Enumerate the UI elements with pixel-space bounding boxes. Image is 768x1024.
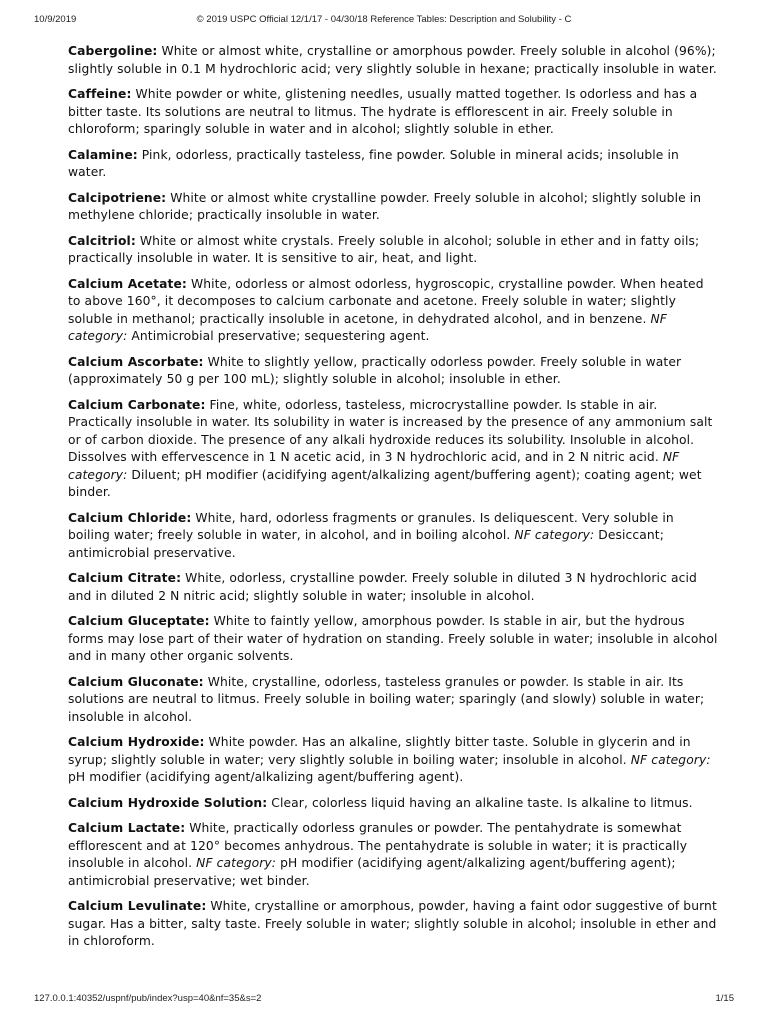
entry-term: Calcium Gluconate: [68,674,204,689]
entry [68,190,718,225]
document-title: © 2019 USPC Official 12/1/17 - 04/30/18 Reference Tables: Description and Solubility - C [196,14,572,25]
entry-term: Calamine: [68,147,138,162]
entry-term: Calcium Hydroxide Solution: [68,795,268,810]
nf-category-text: Antimicrobial preservative; sequestering agent. [131,329,430,343]
nf-category-text: pH modifier (acidifying agent/alkalizing agent/buffering agent); antimicrobial preservative; wet binder. [68,856,676,888]
nf-category-text: pH modifier (acidifying agent/alkalizing agent/buffering agent). [68,770,464,784]
entry-term: Caffeine: [68,87,132,101]
entry-text: White, hard, odorless fragments or granules. Is deliquescent. Very soluble in boiling water; freely soluble in water, in alcohol, and in boiling alcohol. [68,510,674,542]
entry-term: Calcium Carbonate: [68,397,206,412]
entry [68,354,718,389]
nf-category-label: NF category: [514,528,595,542]
page-url: 127.0.0.1:40352/uspnf/pub/index?usp=40&nf=35&s=2 [34,993,262,1004]
entry-text: White or almost white crystalline powder. Freely soluble in alcohol; slightly soluble in methylene chloride; practically insoluble in water. [68,190,702,222]
entry [68,570,718,605]
nf-category-label: NF category: [68,450,680,482]
nf-category-label: NF category: [68,311,667,343]
entry-text: White, crystalline or amorphous, powder, having a faint odor suggestive of burnt sugar. Has a bitter, salty taste. Freely soluble in water; slightly soluble in alcohol; insoluble in ether and in chloroform. [68,899,717,948]
entry-term: Cabergoline: [68,44,158,58]
entry-term: Calcium Gluceptate: [68,614,210,628]
nf-category-text: Diluent; pH modifier (acidifying agent/alkalizing agent/buffering agent); coating agent; wet binder. [68,467,702,499]
entry-text: White powder. Has an alkaline, slightly bitter taste. Soluble in glycerin and in syrup; slightly soluble in water; very slightly soluble in boiling water; insoluble in alcohol. [68,735,691,767]
entry [68,147,718,182]
entry [68,43,718,78]
page-header [0,14,768,28]
page-number: 1/15 [715,993,734,1004]
entry [68,795,718,813]
entry-term: Calcium Citrate: [68,571,182,585]
entry [68,276,718,346]
entry [68,233,718,268]
entry-term: Calcium Hydroxide: [68,735,205,749]
entry [68,898,718,951]
entry-term: Calcium Levulinate: [68,899,207,913]
entry-text: White or almost white, crystalline or amorphous powder. Freely soluble in alcohol (96%); slightly soluble in 0.1 M hydrochloric acid; very slightly soluble in hexane; practically insoluble in water. [68,44,717,76]
entry [68,674,718,727]
entry [68,613,718,666]
entry [68,820,718,890]
entry-term: Calcium Chloride: [68,510,192,525]
entry-text: Fine, white, odorless, tasteless, microcrystalline powder. Is stable in air. Practically insoluble in water. Its solubility in water is increased by the presence of any ammonium salt or of carbon dioxide. The presence of any alkali hydroxide reduces its solubility. Insoluble in alcohol. Dissolves with effervescence in 1 N acetic acid, in 3 N hydrochloric acid, and in 2 N nitric acid. [68,397,713,464]
print-date: 10/9/2019 [34,14,77,25]
entry-text: White, odorless, crystalline powder. Freely soluble in diluted 3 N hydrochloric acid and in diluted 2 N nitric acid; slightly soluble in water; insoluble in alcohol. [68,571,697,603]
entry [68,86,718,139]
entry-text: White to slightly yellow, practically odorless powder. Freely soluble in water (approximately 50 g per 100 mL); slightly soluble in alcohol; insoluble in ether. [68,354,682,386]
entry-text: White, odorless or almost odorless, hygroscopic, crystalline powder. When heated to above 160°, it decomposes to calcium carbonate and acetone. Freely soluble in water; slightly soluble in methanol; practically insoluble in acetone, in dehydrated alcohol, and in benzene. [68,276,704,326]
entry-term: Calcipotriene: [68,190,167,205]
entry-term: Calcium Ascorbate: [68,354,204,369]
entries-list [68,43,718,959]
entry-text: White, practically odorless granules or powder. The pentahydrate is somewhat efflorescent and at 120° becomes anhydrous. The pentahydrate is soluble in water; it is practically insoluble in alcohol. [68,821,688,870]
entry-term: Calcium Acetate: [68,276,187,291]
entry [68,734,718,787]
nf-category-label: NF category: [196,856,277,870]
entry [68,510,718,563]
entry-text: White, crystalline, odorless, tasteless granules or powder. Is stable in air. Its solutions are neutral to litmus. Freely soluble in boiling water; sparingly (and slowly) soluble in water; insoluble in alcohol. [68,674,705,724]
entry-text: White powder or white, glistening needles, usually matted together. Is odorless and has a bitter taste. Its solutions are neutral to litmus. The hydrate is efflorescent in air. Freely soluble in chloroform; sparingly soluble in water and in alcohol; slightly soluble in ether. [68,87,698,136]
entry-term: Calcitriol: [68,233,136,248]
entry-text: White or almost white crystals. Freely soluble in alcohol; soluble in ether and in fatty oils; practically insoluble in water. It is sensitive to air, heat, and light. [68,233,700,265]
entry-text: White to faintly yellow, amorphous powder. Is stable in air, but the hydrous forms may lose part of their water of hydration on standing. Freely soluble in water; insoluble in alcohol and in many other organic solvents. [68,614,718,663]
entry-text: Clear, colorless liquid having an alkaline taste. Is alkaline to litmus. [271,795,693,810]
entry [68,397,718,502]
nf-category-label: NF category: [630,752,711,767]
entry-text: Pink, odorless, practically tasteless, fine powder. Soluble in mineral acids; insoluble in water. [68,147,679,179]
entry-term: Calcium Lactate: [68,821,186,835]
nf-category-text: Desiccant; antimicrobial preservative. [68,528,664,560]
page-footer [0,993,768,1007]
